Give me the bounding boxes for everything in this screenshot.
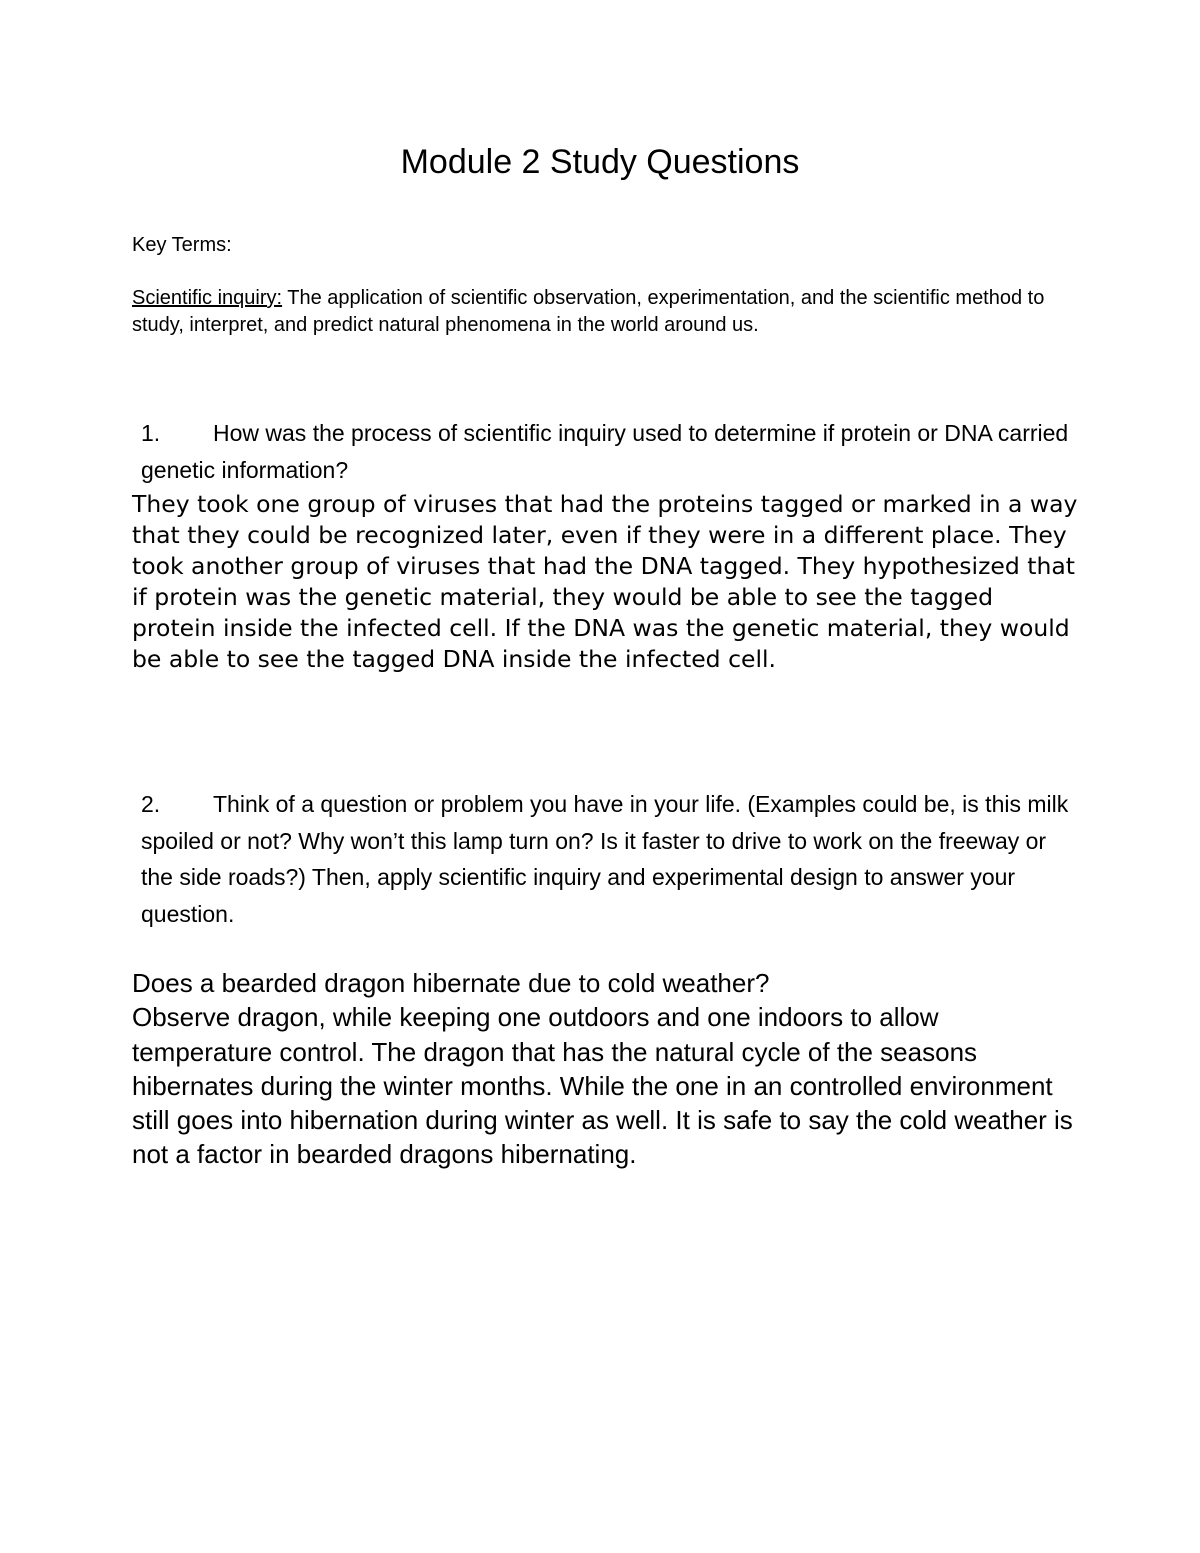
answer-2 [132,966,1082,1172]
definition-paragraph [132,285,1062,339]
answer-2-question: Does a bearded dragon hibernate due to cold weather? [132,968,770,998]
page-title: Module 2 Study Questions [400,143,800,181]
definition-text: The application of scientific observation, experimentation, and the scientific method to study, interpret, and predict natural phenomena in the world around us. [132,287,1045,336]
definition-term: Scientific inquiry: [132,287,283,309]
question-1-text: How was the process of scientific inquiry used to determine if protein or DNA carried genetic information? [141,420,1069,483]
question-2 [141,786,1076,932]
key-terms-heading: Key Terms: [132,234,232,256]
question-2-text: Think of a question or problem you have in your life. (Examples could be, is this milk spoiled or not? Why won’t this lamp turn on? Is it faster to drive to work on the freeway or the side roads?) Then, apply scientific inquiry and experimental design to answer your question. [141,791,1069,927]
question-1 [141,415,1076,488]
question-2-number: 2. [141,791,161,817]
answer-1: They took one group of viruses that had the proteins tagged or marked in a way that they could be recognized later, even if they were in a different place. They took another group of viruses that had the DNA tagged. They hypothesized that if protein was the genetic material, they would be able to see the tagged protein inside the infected cell. If the DNA was the genetic material, they would be able to see the tagged DNA inside the infected cell. [132,490,1078,673]
question-1-number: 1. [141,420,161,446]
answer-2-text: Observe dragon, while keeping one outdoors and one indoors to allow temperature control. The dragon that has the natural cycle of the seasons hibernates during the winter months. While the one in an controlled environment still goes into hibernation during winter as well. It is safe to say the cold weather is not a factor in bearded dragons hibernating. [132,1002,1073,1170]
